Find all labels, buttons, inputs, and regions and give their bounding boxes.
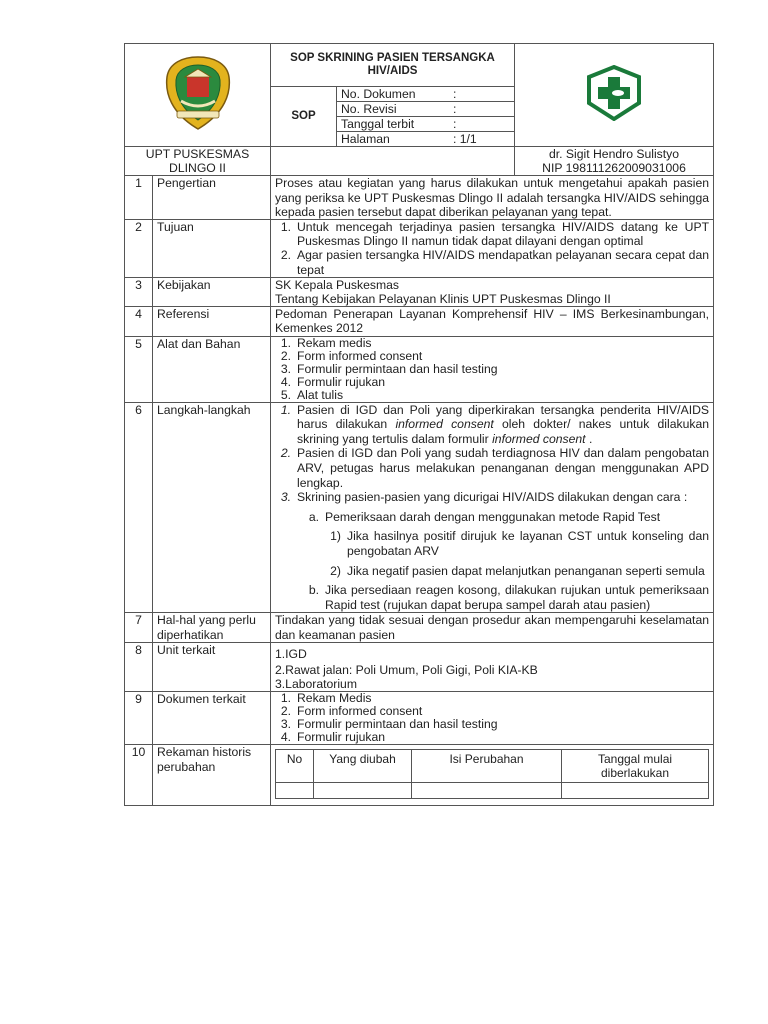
puskesmas-logo-cell: [515, 44, 714, 147]
list-item: 3. Formulir permintaan dan hasil testing: [280, 361, 498, 376]
organization-name: UPT PUSKESMAS DLINGO II: [125, 147, 271, 176]
list-item: 2. Agar pasien tersangka HIV/AIDS mendapatkan pelayanan secara cepat dan tepat: [280, 248, 710, 277]
list-item: 3.Laboratorium: [275, 677, 357, 692]
list-item: 1. Pasien di IGD dan Poli yang diperkirakan tersangka penderita HIV/AIDS harus dilakukan informed consent oleh dokter/ nakes untuk dilakukan skrining yang tertulis dalam formulir informed consent .: [280, 402, 710, 446]
pengertian-text: Proses atau kegiatan yang harus dilakukan untuk mengetahui apakah pasien yang periksa ke UPT Puskesmas Dlingo II adalah tersangka HIV/AIDS sehingga kepada pasien tersebut dapat diberikan pelayanan yang tepat.: [271, 176, 714, 220]
signer-name: dr. Sigit Hendro Sulistyo: [548, 147, 680, 161]
sop-label: SOP: [271, 87, 337, 147]
section-row-tujuan: 2 Tujuan 1. Untuk mencegah terjadinya pasien tersangka HIV/AIDS datang ke UPT Puskesmas Dlingo II namun tidak dapat dilayani dengan optimal 2. Agar pasien tersangka HIV/AIDS mendapatkan pelayanan secara cepat dan tepat: [125, 220, 714, 278]
puskesmas-logo-icon: [581, 65, 647, 121]
signer-block: [515, 147, 714, 176]
document-meta: [337, 87, 515, 147]
signer-nip: NIP 198111262009031006: [542, 161, 686, 176]
list-item: 4. Formulir rujukan: [280, 730, 386, 745]
section-row-dokumen: 9 Dokumen terkait 1. Rekam Medis 2. Form informed consent 3. Formulir permintaan dan hasil testing 4. Formulir rujukan: [125, 692, 714, 745]
list-item: 1. Rekam Medis: [280, 691, 372, 706]
change-history-table: [275, 749, 709, 799]
list-item: 1) Jika hasilnya positif dirujuk ke layanan CST untuk konseling dan pengobatan ARV: [330, 529, 710, 558]
list-item: 2. Form informed consent: [280, 704, 423, 719]
section-row-pengertian: 1 Pengertian Proses atau kegiatan yang harus dilakukan untuk mengetahui apakah pasien yang periksa ke UPT Puskesmas Dlingo II adalah tersangka HIV/AIDS sehingga kepada pasien tersebut dapat diberikan pelayanan yang tepat.: [125, 176, 714, 220]
regency-logo-cell: [125, 44, 271, 147]
section-row-rekaman: 10 Rekaman historis perubahan No Yang diubah Isi Perubahan Tanggal mulai diberlakukan: [125, 745, 714, 806]
list-item: 1. Rekam medis: [280, 335, 372, 350]
sop-document: [124, 43, 713, 806]
section-row-unit: 8 Unit terkait 1.IGD 2.Rawat jalan: Poli Umum, Poli Gigi, Poli KIA-KB 3.Laboratorium: [125, 642, 714, 692]
regency-emblem-icon: [163, 53, 233, 133]
list-item: 2. Form informed consent: [280, 348, 423, 363]
list-item: 4. Formulir rujukan: [280, 374, 386, 389]
list-item: 2.Rawat jalan: Poli Umum, Poli Gigi, Poli KIA-KB: [275, 662, 538, 677]
meta-row-revision: No. Revisi :: [337, 102, 514, 117]
list-item: 1. Untuk mencegah terjadinya pasien tersangka HIV/AIDS datang ke UPT Puskesmas Dlingo II namun tidak dapat dilayani dengan optimal: [280, 220, 710, 249]
section-row-kebijakan: 3 Kebijakan SK Kepala Puskesmas Tentang Kebijakan Pelayanan Klinis UPT Puskesmas Dlingo II: [125, 277, 714, 306]
list-item: 2) Jika negatif pasien dapat melanjutkan penanganan seperti semula: [330, 563, 705, 578]
section-row-hal: 7 Hal-hal yang perlu diperhatikan Tindakan yang tidak sesuai dengan prosedur akan mempengaruhi keselamatan dan keamanan pasien: [125, 613, 714, 642]
section-row-langkah: 6 Langkah-langkah 1. Pasien di IGD dan Poli yang diperkirakan tersangka penderita HIV/AIDS harus dilakukan informed consent oleh dokter/ nakes untuk dilakukan skrining yang tertulis dalam formulir informed consent . 2. Pasien di IGD dan Poli yang sudah terdiagnosa HIV dan dalam pengobatan ARV, petugas harus melakukan penanganan dengan menggunakan APD lengkap. 3. Skrining pasien-pasien yang dicurigai HIV/AIDS dilakukan dengan cara : a. Pemeriksaan darah dengan menggunakan metode Rapid Test 1) Jika hasilnya positif dirujuk ke layanan CST untuk konseling dan pengobatan ARV 2) Jika negatif pasien dapat melanjutkan penanganan seperti semula b. Jika persediaan reagen kosong, dilakukan rujukan untuk pemeriksaan Rapid test (rujukan dapat berupa sampel darah atau pasien): [125, 402, 714, 613]
section-row-referensi: 4 Referensi Pedoman Penerapan Layanan Komprehensif HIV – IMS Berkesinambungan, Kemenkes 2012: [125, 307, 714, 336]
section-row-alat: 5 Alat dan Bahan 1. Rekam medis 2. Form informed consent 3. Formulir permintaan dan hasil testing 4. Formulir rujukan 5. Alat tulis: [125, 336, 714, 402]
table-row: No Yang diubah Isi Perubahan Tanggal mulai diberlakukan: [276, 750, 709, 783]
meta-row-page: Halaman : 1/1: [341, 132, 477, 146]
list-item: 1.IGD: [275, 646, 307, 661]
sop-table: [124, 43, 714, 806]
document-title: SOP SKRINING PASIEN TERSANGKA HIV/AIDS: [271, 44, 515, 87]
meta-row-issue-date: Tanggal terbit :: [337, 117, 514, 132]
meta-row-document-number: No. Dokumen :: [337, 87, 514, 102]
table-row: [276, 783, 709, 799]
list-item: 3. Skrining pasien-pasien yang dicurigai HIV/AIDS dilakukan dengan cara :: [280, 490, 688, 505]
list-item: a. Pemeriksaan darah dengan menggunakan metode Rapid Test: [308, 509, 661, 524]
list-item: b. Jika persediaan reagen kosong, dilakukan rujukan untuk pemeriksaan Rapid test (rujukan dapat berupa sampel darah atau pasien): [308, 583, 710, 612]
list-item: 3. Formulir permintaan dan hasil testing: [280, 717, 498, 732]
list-item: 5. Alat tulis: [280, 387, 344, 402]
list-item: 2. Pasien di IGD dan Poli yang sudah terdiagnosa HIV dan dalam pengobatan ARV, petugas harus melakukan penanganan dengan menggunakan APD lengkap.: [280, 446, 710, 490]
